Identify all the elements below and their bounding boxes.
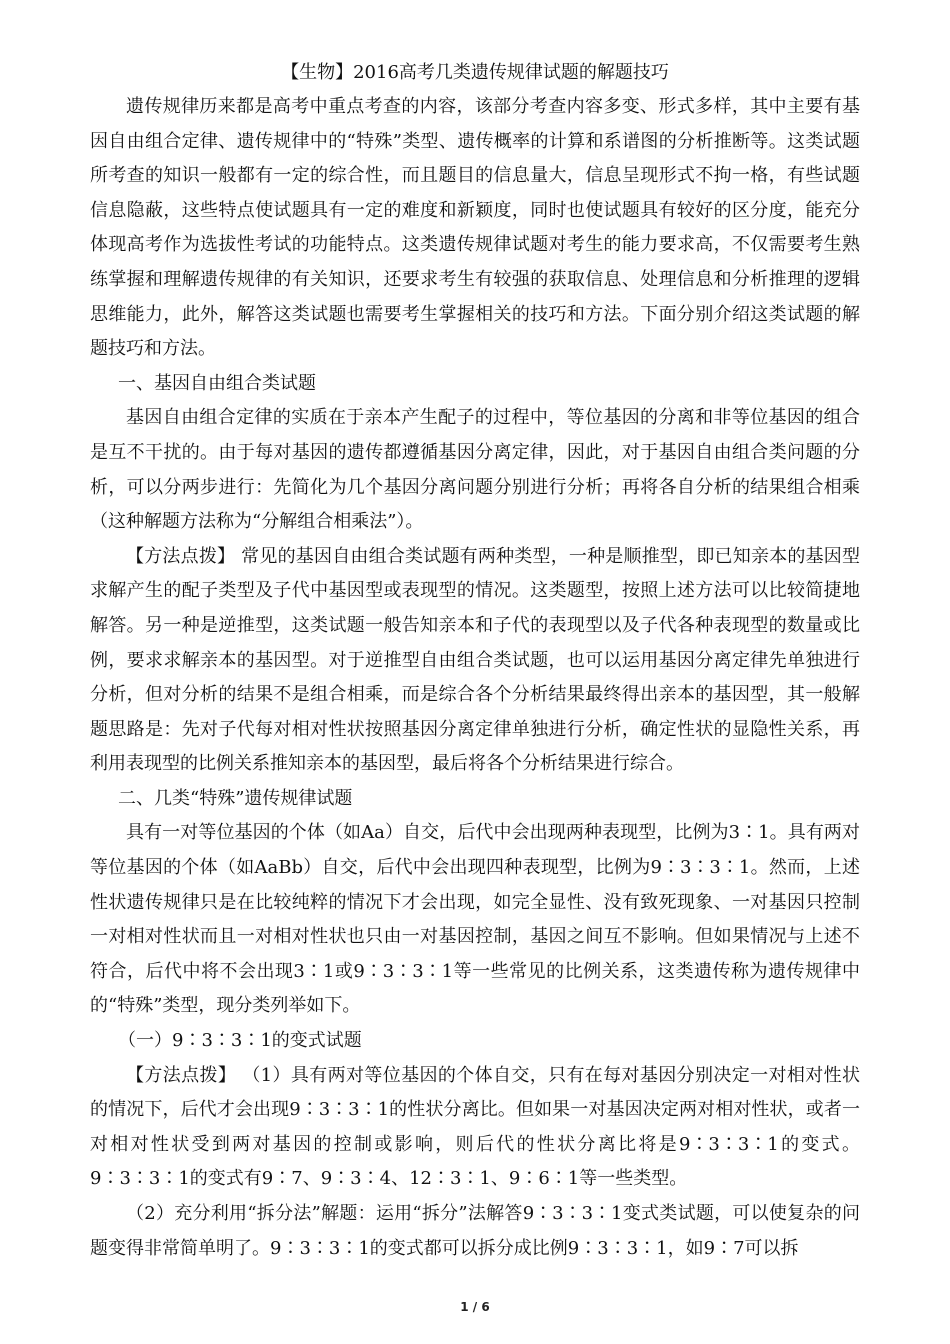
- paragraph-special-types: 具有一对等位基因的个体（如Aa）自交，后代中会出现两种表现型，比例为3∶1。具有两对等位基因的个体（如AaBb）自交，后代中会出现四种表现型，比例为9∶3∶3∶1。然而，上述性状遗传规律只是在比较纯粹的情况下才会出现，如完全显性、没有致死现象、一对基因只控制一对相对性状而且一对相对性状也只由一对基因控制，基因之间互不影响。但如果情况与上述不符合，后代中将不会出现3∶1或9∶3∶3∶1等一些常见的比例关系，这类遗传称为遗传规律中的“特殊”类型，现分类列举如下。: [90, 822, 860, 1017]
- section-heading-1: 一、基因自由组合类试题: [118, 372, 316, 394]
- subsection-heading-1: （一）9∶3∶3∶1的变式试题: [118, 1030, 362, 1052]
- paragraph-method-tip-1: 【方法点拨】 常见的基因自由组合类试题有两种类型，一种是顺推型，即已知亲本的基因型求解产生的配子类型及子代中基因型或表现型的情况。这类题型，按照上述方法可以比较简捷地解答。另一种是逆推型，这类试题一般告知亲本和子代的表现型以及子代各种表现型的数量或比例，要求求解亲本的基因型。对于逆推型自由组合类试题，也可以运用基因分离定律先单独进行分析，但对分析的结果不是组合相乘，而是综合各个分析结果最终得出亲本的基因型，其一般解题思路是：先对子代每对相对性状按照基因分离定律单独进行分析，确定性状的显隐性关系，再利用表现型的比例关系推知亲本的基因型，最后将各个分析结果进行综合。: [90, 545, 860, 775]
- section-heading-2: 二、几类“特殊”遗传规律试题: [118, 787, 353, 809]
- paragraph-free-combination: 基因自由组合定律的实质在于亲本产生配子的过程中，等位基因的分离和非等位基因的组合是互不干扰的。由于每对基因的遗传都遵循基因分离定律，因此，对于基因自由组合类问题的分析，可以分两步进行：先简化为几个基因分离问题分别进行分析；再将各自分析的结果组合相乘（这种解题方法称为“分解组合相乘法”）。: [90, 407, 860, 533]
- page-indicator: 1 / 6: [460, 1300, 490, 1314]
- document-page: [90, 56, 860, 1266]
- document-title: 【生物】2016高考几类遗传规律试题的解题技巧: [281, 62, 669, 83]
- paragraph-split-method: （2）充分利用“拆分法”解题：运用“拆分”法解答9∶3∶3∶1变式类试题，可以使复杂的问题变得非常简单明了。9∶3∶3∶1的变式都可以拆分成比例9∶3∶3∶1，如9∶7可以拆: [90, 1203, 860, 1259]
- paragraph-intro: 遗传规律历来都是高考中重点考查的内容，该部分考查内容多变、形式多样，其中主要有基因自由组合定律、遗传规律中的“特殊”类型、遗传概率的计算和系谱图的分析推断等。这类试题所考查的知识一般都有一定的综合性，而且题目的信息量大，信息呈现形式不拘一格，有些试题信息隐蔽，这些特点使试题具有一定的难度和新颖度，同时也使试题具有较好的区分度，能充分体现高考作为选拔性考试的功能特点。这类遗传规律试题对考生的能力要求高，不仅需要考生熟练掌握和理解遗传规律的有关知识，还要求考生有较强的获取信息、处理信息和分析推理的逻辑思维能力，此外，解答这类试题也需要考生掌握相关的技巧和方法。下面分别介绍这类试题的解题技巧和方法。: [90, 96, 860, 360]
- paragraph-method-tip-2: 【方法点拨】 （1）具有两对等位基因的个体自交，只有在每对基因分别决定一对相对性状的情况下，后代才会出现9∶3∶3∶1的性状分离比。但如果一对基因决定两对相对性状，或者一对相对性状受到两对基因的控制或影响，则后代的性状分离比将是9∶3∶3∶1的变式。9∶3∶3∶1的变式有9∶7、9∶3∶4、12∶3∶1、9∶6∶1等一些类型。: [90, 1064, 860, 1190]
